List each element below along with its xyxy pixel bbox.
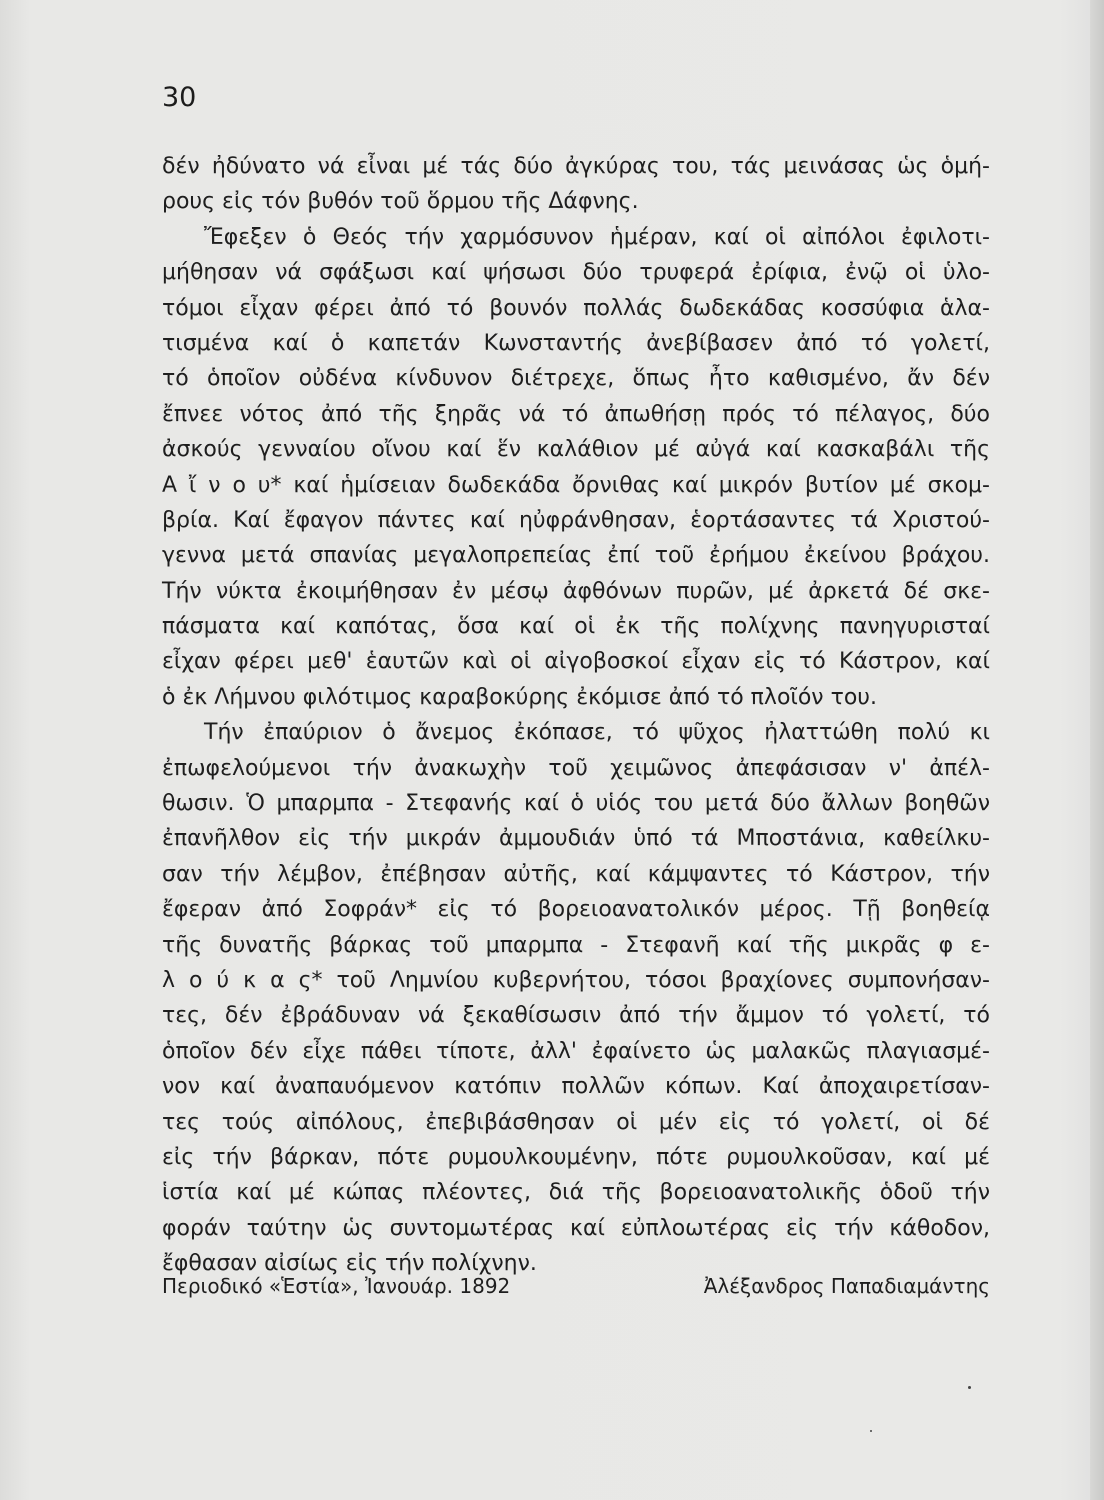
text-line: ἔφθασαν αἰσίως εἰς τήν πολίχνην. [162, 1251, 537, 1277]
text-line: τῆς δυνατῆς βάρκας τοῦ μπαρμπα - Στεφανῆ καί τῆς μικρᾶς φ ε- [162, 932, 990, 958]
text-line: Α ἴ ν ο υ* καί ἡμίσειαν δωδεκάδα ὄρνιθας καί μικρόν βυτίον μέ σκομ- [162, 472, 990, 498]
text-line: τόμοι εἶχαν φέρει ἀπό τό βουνόν πολλάς δωδεκάδας κοσσύφια ἁλα- [162, 295, 990, 321]
text-line: γεννα μετά σπανίας μεγαλοπρεπείας ἐπί τοῦ ἐρήμου ἐκείνου βράχου. [162, 543, 990, 569]
text-line: δέν ἠδύνατο νά εἶναι μέ τάς δύο ἀγκύρας του, τάς μεινάσας ὡς ὁμή- [162, 154, 990, 179]
text-line: ἐπωφελούμενοι τήν ἀνακωχὴν τοῦ χειμῶνος ἀπεφάσισαν ν' ἀπέλ- [162, 755, 990, 781]
source-citation: Περιοδικό «Ἑστία», Ἰανουάρ. 1892 [162, 1274, 511, 1298]
text-line: ἔφεραν ἀπό Σοφράν* εἰς τό βορειοανατολικόν μέρος. Τῇ βοηθείᾳ [162, 897, 990, 923]
page-edge-shadow [1090, 0, 1104, 1500]
citation-footer [162, 1274, 990, 1298]
text-line: σαν τήν λέμβον, ἐπέβησαν αὐτῆς, καί κάμψαντες τό Κάστρον, τήν [162, 861, 990, 887]
text-line: μήθησαν νά σφάξωσι καί ψήσωσι δύο τρυφερά ἐρίφια, ἐνῷ οἱ ὑλο- [162, 260, 990, 286]
text-line: βρία. Καί ἔφαγον πάντες καί ηὐφράνθησαν, ἑορτάσαντες τά Χριστού- [162, 507, 990, 533]
text-line: εἰς τήν βάρκαν, πότε ρυμουλκουμένην, πότε ρυμουλκοῦσαν, καί μέ [162, 1144, 990, 1170]
text-line: εἶχαν φέρει μεθ' ἑαυτῶν καὶ οἱ αἰγοβοσκοί εἶχαν εἰς τό Κάστρον, καί [162, 649, 990, 675]
paper-speck [870, 1430, 872, 1432]
text-line: ἔπνεε νότος ἀπό τῆς ξηρᾶς νά τό ἀπωθήσῃ πρός τό πέλαγος, δύο [162, 401, 990, 427]
text-line: ἀσκούς γενναίου οἴνου καί ἕν καλάθιον μέ αὐγά καί κασκαβάλι τῆς [162, 437, 990, 463]
page-number: 30 [162, 82, 197, 113]
text-line: τες, δέν ἐβράδυναν νά ξεκαθίσωσιν ἀπό τήν ἄμμον τό γολετί, τό [162, 1003, 990, 1029]
text-line: τό ὁποῖον οὐδένα κίνδυνον διέτρεχε, ὅπως ἦτο καθισμένο, ἄν δέν [162, 366, 990, 392]
text-line: τισμένα καί ὁ καπετάν Κωνσταντής ἀνεβίβασεν ἀπό τό γολετί, [162, 330, 990, 356]
text-line: Τήν ἐπαύριον ὁ ἄνεμος ἐκόπασε, τό ψῦχος ἠλαττώθη πολύ κι [204, 720, 990, 746]
text-line: ἐπανῆλθον εἰς τήν μικράν ἀμμουδιάν ὑπό τά Μποστάνια, καθείλκυ- [162, 826, 990, 852]
text-line: τες τούς αἰπόλους, ἐπεβιβάσθησαν οἱ μέν εἰς τό γολετί, οἱ δέ [162, 1109, 990, 1135]
text-line: ρους εἰς τόν βυθόν τοῦ ὅρμου τῆς Δάφνης. [162, 189, 639, 215]
text-line: νον καί ἀναπαυόμενον κατόπιν πολλῶν κόπων. Καί ἀποχαιρετίσαν- [162, 1074, 990, 1100]
text-line: Τήν νύκτα ἐκοιμήθησαν ἐν μέσῳ ἀφθόνων πυρῶν, μέ ἀρκετά δέ σκε- [162, 578, 990, 604]
author-signature: Ἀλέξανδρος Παπαδιαμάντης [703, 1274, 990, 1298]
paper-speck [968, 1386, 971, 1389]
text-line: φοράν ταύτην ὡς συντομωτέρας καί εὐπλοωτέρας εἰς τήν κάθοδον, [162, 1215, 990, 1241]
body-paragraphs [162, 149, 990, 1282]
text-line: θωσιν. Ὁ μπαρμπα - Στεφανής καί ὁ υἱός του μετά δύο ἄλλων βοηθῶν [162, 791, 990, 817]
text-line: Ἔφεξεν ὁ Θεός τήν χαρμόσυνον ἡμέραν, καί οἱ αἰπόλοι ἐφιλοτι- [204, 224, 990, 250]
text-line: ὁ ἐκ Λήμνου φιλότιμος καραβοκύρης ἐκόμισε ἀπό τό πλοῖόν του. [162, 684, 878, 710]
text-line: πάσματα καί καπότας, ὅσα καί οἱ ἐκ τῆς πολίχνης πανηγυρισταί [162, 614, 990, 640]
text-line: ἱστία καί μέ κώπας πλέοντες, διά τῆς βορειοανατολικῆς ὁδοῦ τήν [162, 1180, 990, 1206]
text-line: ὁποῖον δέν εἶχε πάθει τίποτε, ἀλλ' ἐφαίνετο ὡς μαλακῶς πλαγιασμέ- [162, 1038, 990, 1064]
text-line: λ ο ύ κ α ς* τοῦ Λημνίου κυβερνήτου, τόσοι βραχίονες συμπονήσαν- [162, 967, 990, 993]
